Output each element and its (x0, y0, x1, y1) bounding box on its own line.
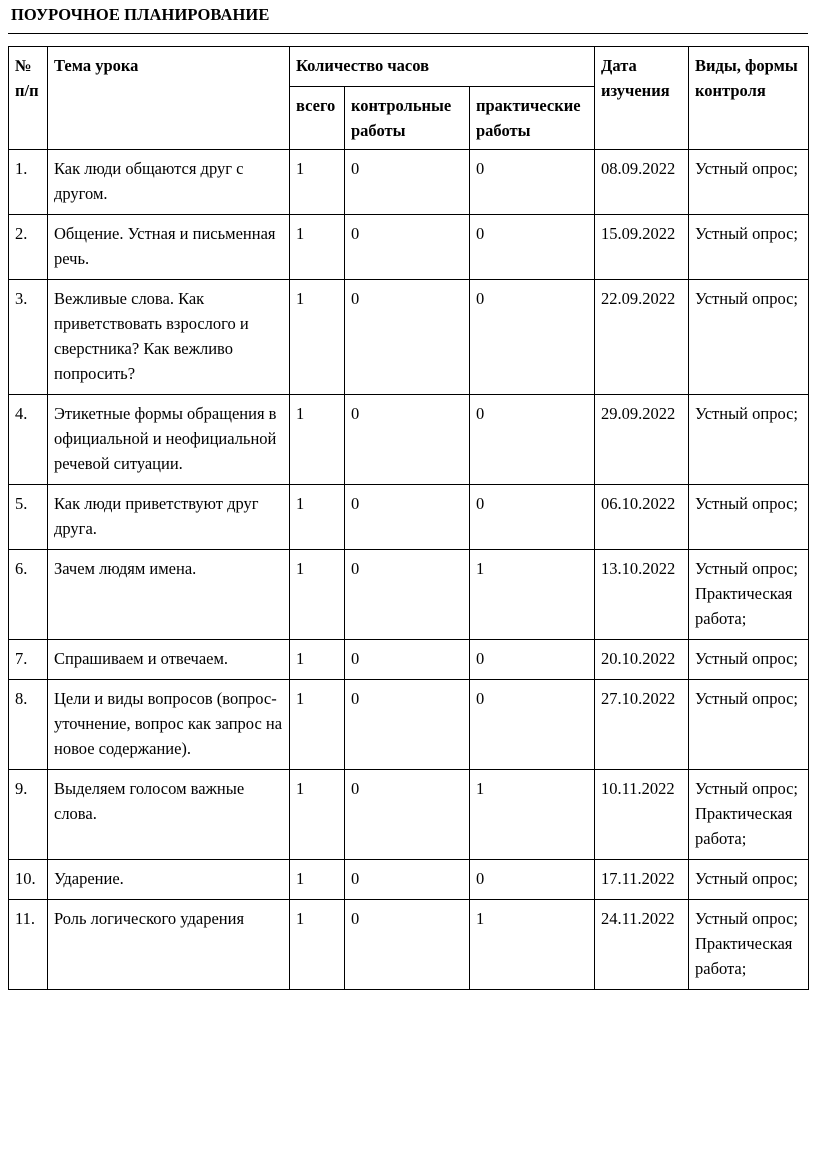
cell-topic: Общение. Устная и письменная речь. (48, 215, 290, 280)
cell-num: 10. (9, 860, 48, 900)
cell-date: 24.11.2022 (595, 900, 689, 990)
cell-forms: Устный опрос; (689, 640, 809, 680)
title-divider (8, 33, 808, 34)
header-forms: Виды, формы контроля (689, 47, 809, 150)
header-practical: практические работы (470, 87, 595, 150)
cell-control: 0 (345, 485, 470, 550)
cell-total: 1 (290, 485, 345, 550)
header-num: № п/п (9, 47, 48, 150)
cell-practical: 0 (470, 860, 595, 900)
cell-total: 1 (290, 395, 345, 485)
cell-control: 0 (345, 640, 470, 680)
cell-practical: 1 (470, 900, 595, 990)
cell-date: 29.09.2022 (595, 395, 689, 485)
cell-control: 0 (345, 860, 470, 900)
table-row (9, 280, 809, 395)
cell-control: 0 (345, 770, 470, 860)
header-total: всего (290, 87, 345, 150)
header-hours: Количество часов (290, 47, 595, 87)
cell-date: 22.09.2022 (595, 280, 689, 395)
table-row (9, 680, 809, 770)
cell-control: 0 (345, 280, 470, 395)
cell-date: 27.10.2022 (595, 680, 689, 770)
cell-num: 3. (9, 280, 48, 395)
table-row (9, 550, 809, 640)
cell-num: 5. (9, 485, 48, 550)
cell-practical: 0 (470, 485, 595, 550)
cell-forms: Устный опрос; (689, 485, 809, 550)
cell-total: 1 (290, 900, 345, 990)
cell-forms: Устный опрос; Практическая работа; (689, 550, 809, 640)
page-title: ПОУРОЧНОЕ ПЛАНИРОВАНИЕ (11, 5, 270, 24)
cell-forms: Устный опрос; Практическая работа; (689, 900, 809, 990)
cell-date: 20.10.2022 (595, 640, 689, 680)
cell-date: 13.10.2022 (595, 550, 689, 640)
cell-practical: 0 (470, 280, 595, 395)
cell-total: 1 (290, 280, 345, 395)
cell-total: 1 (290, 770, 345, 860)
cell-total: 1 (290, 860, 345, 900)
cell-forms: Устный опрос; (689, 860, 809, 900)
cell-num: 8. (9, 680, 48, 770)
cell-practical: 0 (470, 395, 595, 485)
cell-practical: 0 (470, 640, 595, 680)
table-row (9, 395, 809, 485)
cell-num: 2. (9, 215, 48, 280)
cell-forms: Устный опрос; (689, 680, 809, 770)
cell-practical: 1 (470, 770, 595, 860)
cell-total: 1 (290, 680, 345, 770)
cell-date: 15.09.2022 (595, 215, 689, 280)
cell-practical: 0 (470, 150, 595, 215)
table-row (9, 150, 809, 215)
table-row (9, 860, 809, 900)
cell-practical: 0 (470, 680, 595, 770)
cell-forms: Устный опрос; (689, 150, 809, 215)
cell-practical: 0 (470, 215, 595, 280)
header-date: Дата изучения (595, 47, 689, 150)
table-row (9, 640, 809, 680)
cell-control: 0 (345, 150, 470, 215)
cell-date: 06.10.2022 (595, 485, 689, 550)
cell-topic: Роль логического ударения (48, 900, 290, 990)
header-topic: Тема урока (48, 47, 290, 150)
cell-control: 0 (345, 550, 470, 640)
cell-num: 1. (9, 150, 48, 215)
cell-date: 17.11.2022 (595, 860, 689, 900)
table-body (9, 150, 809, 990)
cell-total: 1 (290, 215, 345, 280)
table-header (9, 47, 809, 150)
cell-control: 0 (345, 900, 470, 990)
cell-total: 1 (290, 640, 345, 680)
lesson-plan-table (8, 46, 809, 990)
cell-control: 0 (345, 215, 470, 280)
cell-total: 1 (290, 150, 345, 215)
cell-topic: Цели и виды вопросов (вопрос-уточнение, вопрос как запрос на новое содержание). (48, 680, 290, 770)
cell-topic: Выделяем голосом важные слова. (48, 770, 290, 860)
cell-forms: Устный опрос; Практическая работа; (689, 770, 809, 860)
cell-forms: Устный опрос; (689, 280, 809, 395)
cell-topic: Ударение. (48, 860, 290, 900)
cell-date: 10.11.2022 (595, 770, 689, 860)
table-row (9, 900, 809, 990)
cell-topic: Спрашиваем и отвечаем. (48, 640, 290, 680)
cell-num: 4. (9, 395, 48, 485)
table-row (9, 215, 809, 280)
cell-topic: Как люди общаются друг с другом. (48, 150, 290, 215)
cell-date: 08.09.2022 (595, 150, 689, 215)
cell-topic: Этикетные формы обращения в официальной и неофициальной речевой ситуации. (48, 395, 290, 485)
cell-num: 11. (9, 900, 48, 990)
cell-control: 0 (345, 680, 470, 770)
cell-control: 0 (345, 395, 470, 485)
cell-practical: 1 (470, 550, 595, 640)
cell-topic: Как люди приветствуют друг друга. (48, 485, 290, 550)
cell-forms: Устный опрос; (689, 395, 809, 485)
cell-num: 6. (9, 550, 48, 640)
cell-forms: Устный опрос; (689, 215, 809, 280)
cell-topic: Вежливые слова. Как приветствовать взрослого и сверстника? Как вежливо попросить? (48, 280, 290, 395)
cell-total: 1 (290, 550, 345, 640)
table-row (9, 770, 809, 860)
cell-num: 9. (9, 770, 48, 860)
header-control: контрольные работы (345, 87, 470, 150)
cell-topic: Зачем людям имена. (48, 550, 290, 640)
table-row (9, 485, 809, 550)
cell-num: 7. (9, 640, 48, 680)
